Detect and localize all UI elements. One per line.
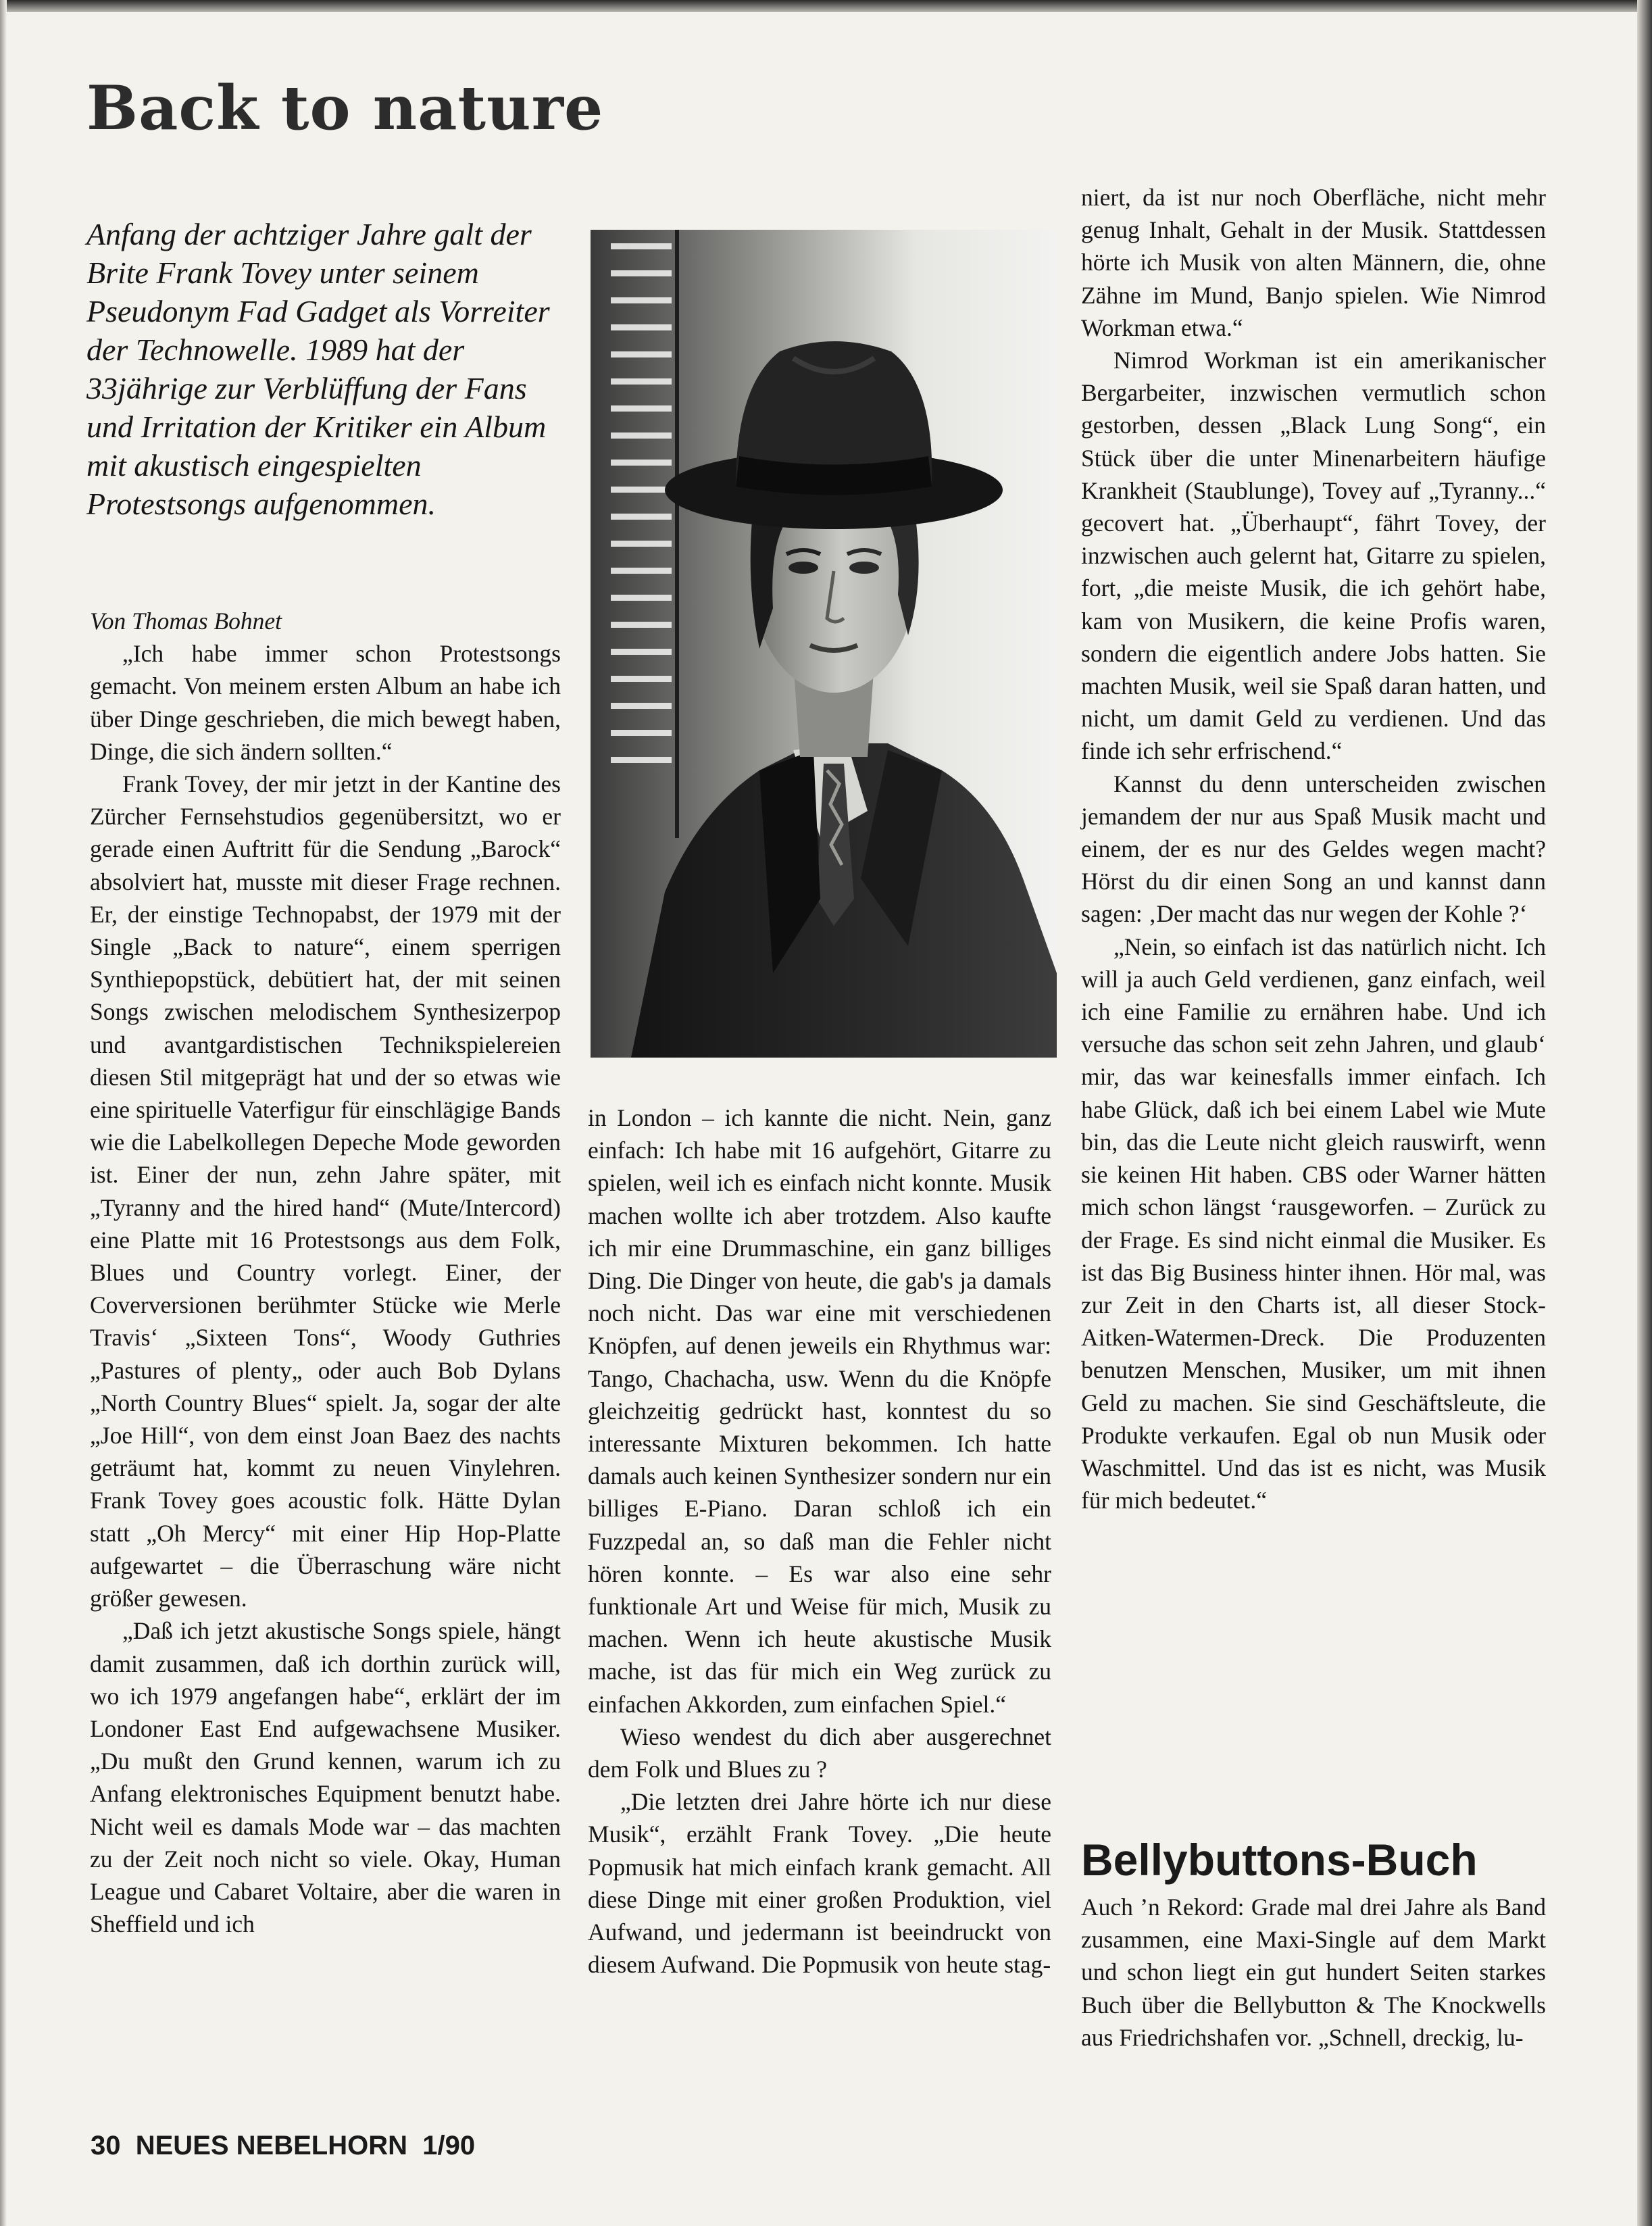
page-edge-right — [1637, 0, 1652, 2226]
sidebar-column — [1081, 1891, 1546, 2054]
article-paragraph: Wieso wendest du dich aber ausgerechnet dem Folk und Blues zu ? — [588, 1723, 1051, 1783]
article-column-3 — [1081, 181, 1546, 1516]
intro-teaser: Anfang der achtziger Jahre galt der Brite Frank Tovey unter seinem Pseudonym Fad Gadget als Vorreiter der Technowelle. 1989 hat der 33jährige zur Verblüffung der Fans und Irritation der Kritiker ein Album mit akustisch eingespielten Protestsongs aufgenommen. — [86, 217, 550, 521]
page-number: 30 — [91, 2131, 121, 2160]
article-paragraph: Nimrod Workman ist ein amerikanischer Bergarbeiter, inzwischen vermutlich schon gestorben, dessen „Black Lung Song“, ein Stück über die unter Minenarbeitern häufige Krankheit (Staublunge), Tovey auf „Tyranny...“ gecovert hat. „Überhaupt“, fährt Tovey, der inzwischen auch gelernt hat, Gitarre zu spielen, fort, „die meiste Musik, die ich gehört habe, kam von Musikern, die keine Profis waren, sondern die eigentlich andere Jobs hatten. Sie machten Musik, weil sie Spaß daran hatten, und nicht, um damit Geld zu verdienen. Und das finde ich sehr erfrischend.“ — [1081, 347, 1546, 765]
article-column-1 — [90, 605, 561, 1940]
sidebar-title: Bellybuttons-Buch — [1081, 1835, 1478, 1885]
portrait-photo — [591, 230, 1057, 1058]
article-paragraph: niert, da ist nur noch Oberfläche, nicht mehr genug Inhalt, Gehalt in der Musik. Stattdessen hörte ich Musik von alten Männern, die, ohne Zähne im Mund, Banjo spielen. Wie Nimrod Workman etwa.“ — [1081, 184, 1546, 341]
article-paragraph: Kannst du denn unterscheiden zwischen jemandem der nur aus Spaß Musik macht und einem, der es nur des Geldes wegen macht? Hörst du dir einen Song an und kannst dann sagen: ‚Der macht das nur wegen der Kohle ?‘ — [1081, 770, 1546, 928]
byline: Von Thomas Bohnet — [90, 608, 282, 635]
page-footer — [91, 2129, 475, 2162]
article-paragraph: „Daß ich jetzt akustische Songs spiele, hängt damit zusammen, daß ich dorthin zurück will, wo ich 1979 angefangen habe“, erklärt der im Londoner East End aufgewachsene Musiker. „Du mußt den Grund kennen, warum ich zu Anfang elektronisches Equipment benutzt habe. Nicht weil es damals Mode war – das machten zu der Zeit noch nicht so viele. Okay, Human League und Cabaret Voltaire, aber die waren in Sheffield und ich — [90, 1617, 561, 1938]
article-paragraph: „Nein, so einfach ist das natürlich nicht. Ich will ja auch Geld verdienen, ganz einfach, weil ich eine Familie zu ernähren habe. Und ich versuche das schon seit zehn Jahren, und glaub‘ mir, das war keinesfalls immer einfach. Ich habe Glück, daß ich bei einem Label wie Mute bin, das die Leute nicht gleich rauswirft, wenn sie keinen Hit haben. CBS oder Warner hätten mich schon längst ‘rausgeworfen. – Zurück zu der Frage. Es sind nicht einmal die Musiker. Es ist das Big Business hinter ihnen. Hör mal, was zur Zeit in den Charts ist, all dieser Stock-Aitken-Watermen-Dreck. Die Produzenten benutzen Menschen, Musiker, um mit ihnen Geld zu machen. Sie sind Geschäftsleute, die Produkte verkaufen. Egal ob nun Musik oder Waschmittel. Und das ist es nicht, was Musik für mich bedeutet.“ — [1081, 933, 1546, 1514]
portrait-illustration — [591, 230, 1057, 1058]
sidebar-paragraph: Auch ’n Rekord: Grade mal drei Jahre als Band zusammen, eine Maxi-Single auf dem Markt und schon liegt ein gut hundert Seiten starkes Buch über die Bellybutton & The Knockwells aus Friedrichshafen vor. „Schnell, dreckig, lu- — [1081, 1894, 1546, 2051]
page-edge-top — [0, 0, 1652, 12]
article-paragraph: „Ich habe immer schon Protestsongs gemacht. Von meinem ersten Album an habe ich über Dinge geschrieben, die mich bewegt haben, Dinge, die sich ändern sollten.“ — [90, 640, 561, 765]
article-paragraph: Frank Tovey, der mir jetzt in der Kantine des Zürcher Fernsehstudios gegenübersitzt, wo er gerade einen Auftritt für die Sendung „Barock“ absolviert hat, musste mit dieser Frage rechnen. Er, der einstige Technopabst, der 1979 mit der Single „Back to nature“, einem sperrigen Synthiepopstück, debütiert hat, der mit seinen Songs zwischen melodischem Synthesizerpop und avantgardistischen Technikspielereien diesen Stil mitgeprägt hat und der so etwas wie eine spirituelle Vaterfigur für einschlägige Bands wie die Labelkollegen Depeche Mode geworden ist. Einer der nun, zehn Jahre später, mit „Tyranny and the hired hand“ (Mute/Intercord) eine Platte mit 16 Protestsongs aus dem Folk, Blues und Country vorlegt. Einer, der Coverversionen berühmter Stücke wie Merle Travis‘ „Sixteen Tons“, Woody Guthries „Pastures of plenty„ oder auch Bob Dylans „North Country Blues“ spielt. Ja, sogar der alte „Joe Hill“, von dem einst Joan Baez des nachts geträumt hat, kommt zu neuen Vinylehren. Frank Tovey goes acoustic folk. Hätte Dylan statt „Oh Mercy“ mit einer Hip Hop-Platte aufgewartet – die Überraschung wäre nicht größer gewesen. — [90, 770, 561, 1612]
article-column-2 — [588, 1102, 1051, 1981]
article-paragraph: „Die letzten drei Jahre hörte ich nur diese Musik“, erzählt Frank Tovey. „Die heute Popmusik hat mich einfach krank gemacht. All diese Dinge mit einer großen Produktion, viel Aufwand, und jedermann ist beeindruckt von diesem Aufwand. Die Popmusik von heute stag- — [588, 1788, 1051, 1979]
page-edge-left — [0, 0, 7, 2226]
issue-number: 1/90 — [422, 2131, 476, 2160]
magazine-name: NEUES NEBELHORN — [135, 2131, 407, 2160]
article-paragraph: in London – ich kannte die nicht. Nein, ganz einfach: Ich habe mit 16 aufgehört, Gitarre zu spielen, weil ich es einfach nicht konnte. Musik machen wollte ich aber trotzdem. Also kaufte ich mir eine Drummaschine, ein ganz billiges Ding. Die Dinger von heute, die gab's ja damals noch nicht. Das war eine mit verschiedenen Knöpfen, auf denen jeweils ein Rhythmus war: Tango, Chachacha, usw. Wenn du die Knöpfe gleichzeitig gedrückt hast, konntest du so interessante Mixturen bekommen. Ich hatte damals auch keinen Synthesizer sondern nur ein billiges E-Piano. Daran schloß ich ein Fuzzpedal an, so daß man die Fehler nicht hören konnte. – Es war also eine sehr funktionale Art und Weise für mich, Musik zu machen. Wenn ich heute akustische Musik mache, ist das für mich ein Weg zurück zu einfachen Akkorden, zum einfachen Spiel.“ — [588, 1104, 1051, 1718]
headline: Back to nature — [86, 72, 604, 144]
